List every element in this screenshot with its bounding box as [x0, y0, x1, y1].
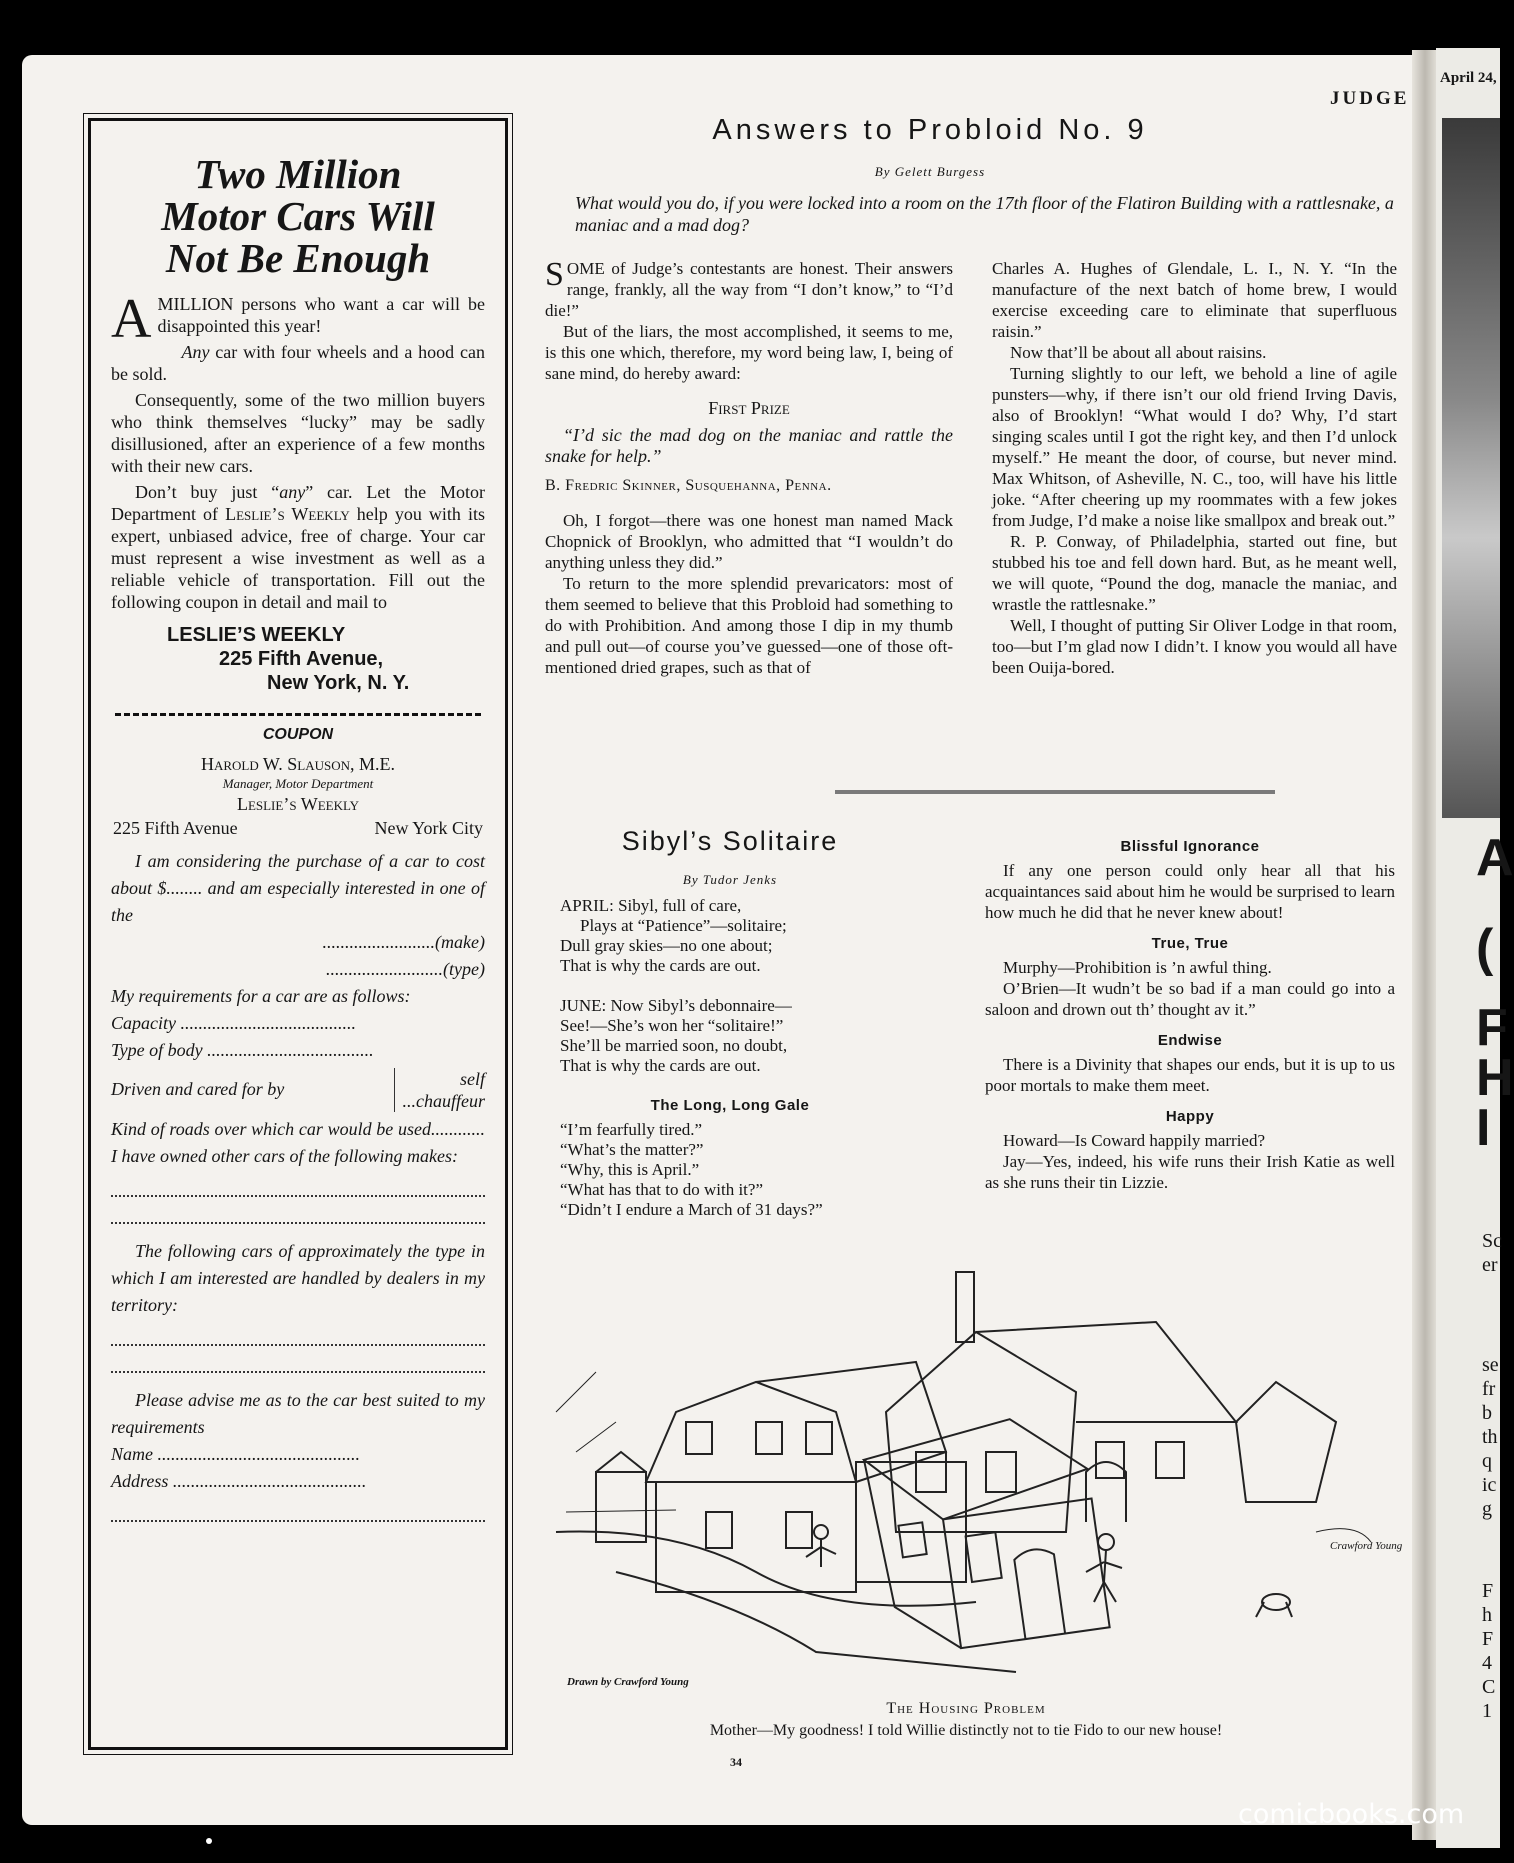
- ad-text-italic: any: [279, 482, 306, 502]
- joke-heading: Endwise: [1157, 1032, 1223, 1049]
- form-capacity-field[interactable]: Capacity .......................................: [111, 1013, 356, 1033]
- article-paragraph: Now that’ll be about all about raisins.: [1010, 343, 1267, 362]
- adjacent-page-photo: [1442, 118, 1500, 818]
- form-advise-line: Please advise me as to the car best suited to my requirements: [111, 1390, 485, 1437]
- form-purchase-line[interactable]: I am considering the purchase of a car to cost about $........ and am especially interested in one of the: [111, 851, 485, 925]
- name-label: Name: [111, 1444, 153, 1464]
- scan-dot: [206, 1838, 212, 1844]
- dialogue-line: “I’m fearfully tired.”: [560, 1120, 703, 1139]
- blank-line[interactable]: [111, 1319, 485, 1346]
- form-requirements-label: My requirements for a car are as follows:: [111, 986, 411, 1006]
- adjacent-fragment: b: [1482, 1402, 1492, 1424]
- source-watermark: comicbooks.com: [1238, 1799, 1465, 1830]
- article-column-2: [992, 258, 1397, 678]
- joke-heading: Blissful Ignorance: [1120, 838, 1260, 855]
- address-line: LESLIE’S WEEKLY: [167, 624, 346, 646]
- coupon-manager-name: Harold W. Slauson, M.E.: [200, 754, 396, 774]
- poem-line: She’ll be married soon, no doubt,: [560, 1036, 788, 1055]
- joke-heading: True, True: [1151, 935, 1229, 952]
- adjacent-fragment: h: [1482, 1604, 1492, 1626]
- address-line: 225 Fifth Avenue,: [219, 648, 384, 670]
- adjacent-fragment: ic: [1482, 1474, 1497, 1496]
- address-line: New York, N. Y.: [267, 672, 410, 694]
- jokes-column: [985, 836, 1395, 1193]
- coupon: [111, 726, 485, 1522]
- artist-credit: Drawn by Crawford Young: [567, 1676, 689, 1688]
- poem-title: Sibyl’s Solitaire: [621, 826, 839, 856]
- adjacent-fragment: A: [1476, 829, 1514, 887]
- poem-line: See!—She’s won her “solitaire!”: [560, 1016, 784, 1035]
- page-gutter: [1412, 50, 1438, 1840]
- caption-text: Mother—My goodness! I told Willie distinctly not to tie Fido to our new house!: [709, 1722, 1223, 1739]
- ad-paragraph: [111, 481, 485, 613]
- dialogue-line: “Why, this is April.”: [560, 1160, 700, 1179]
- joke-heading: Happy: [1165, 1108, 1215, 1125]
- form-driven-field[interactable]: [111, 1068, 485, 1112]
- blank-line[interactable]: [111, 1170, 485, 1197]
- form-address-field[interactable]: Address ...........................................: [111, 1471, 367, 1491]
- ad-headline-line: Two Million: [194, 151, 402, 197]
- form-body-field[interactable]: Type of body .....................................: [111, 1040, 374, 1060]
- dialogue-line: “Didn’t I endure a March of 31 days?”: [560, 1200, 823, 1219]
- article-byline: By Gelett Burgess: [874, 164, 986, 179]
- joke-text: There is a Divinity that shapes our ends, but it is up to us poor mortals to make them meet.: [985, 1055, 1395, 1095]
- adjacent-fragment: C: [1482, 1676, 1496, 1698]
- poem-line: Dull gray skies—no one about;: [560, 936, 773, 955]
- prize-heading: First Prize: [708, 398, 790, 418]
- capacity-label: Capacity: [111, 1013, 176, 1033]
- address-label: Address: [111, 1471, 169, 1491]
- adjacent-fragment: q: [1482, 1450, 1492, 1472]
- poem-stanza: [560, 996, 900, 1076]
- poem-stanza: [560, 896, 900, 976]
- coupon-manager-role: Manager, Motor Department: [222, 776, 374, 791]
- poem-line: Plays at “Patience”—solitaire;: [580, 916, 787, 935]
- artist-signature: Crawford Young: [1330, 1540, 1403, 1552]
- cartoon-title: The Housing Problem: [886, 1700, 1046, 1717]
- joke-line: Howard—Is Coward happily married?: [1003, 1131, 1266, 1150]
- form-name-field[interactable]: Name .............................................: [111, 1444, 360, 1464]
- article-paragraph: Charles A. Hughes of Glendale, L. I., N. Y. “In the manufacture of the next batch of home brew, I would exercise exceeding care to eliminate that superfluous raisin.”: [992, 259, 1397, 341]
- running-head: JUDGE: [1330, 88, 1410, 109]
- driven-label: Driven and cared for by: [111, 1079, 285, 1099]
- section-divider: [835, 790, 1275, 794]
- article-paragraph: To return to the more splendid prevaricators: most of them seemed to believe that this Probloid had something to do with Prohibition. And among those I dip in my thumb and pull out—of course you’ve guessed—one of those oft-mentioned dried grapes, such as that of: [545, 574, 953, 677]
- adjacent-fragment: I: [1476, 1099, 1491, 1157]
- paragraph-text: OME of Judge’s contestants are honest. Their answers range, frankly, all the way from “I don’t know,” to “I’d die!”: [545, 259, 953, 320]
- joke-heading: The Long, Long Gale: [650, 1097, 810, 1114]
- ad-text: help you with its expert, unbiased advice, free of charge. Your car must represent a wise investment as well as a reliable vehicle of transportation. Fill out the following coupon in detail and mail to: [111, 504, 485, 612]
- prize-winner: B. Fredric Skinner, Susquehanna, Penna.: [545, 477, 832, 494]
- adjacent-fragment: 4: [1482, 1652, 1492, 1674]
- article-paragraph: R. P. Conway, of Philadelphia, started out fine, but stubbed his toe and fell down hard. But, as he meant well, we will quote, “Pound the dog, manacle the maniac, and wrastle the rattlesnake.”: [992, 532, 1397, 614]
- ad-paragraph: [111, 288, 485, 350]
- adjacent-fragment: se: [1482, 1354, 1499, 1376]
- prize-answer: “I’d sic the mad dog on the maniac and rattle the snake for help.”: [545, 425, 953, 466]
- probloid-question: What would you do, if you were locked into a room on the 17th floor of the Flatiron Building with a rattlesnake, a maniac and a mad dog?: [575, 193, 1394, 235]
- coupon-cut-line: [115, 713, 481, 716]
- adjacent-fragment: 1: [1482, 1700, 1492, 1722]
- joke-line: Murphy—Prohibition is ’n awful thing.: [1003, 958, 1272, 977]
- coupon-publication: Leslie’s Weekly: [236, 794, 360, 814]
- adjacent-fragment: (: [1476, 919, 1494, 977]
- poem-line: JUNE: Now Sibyl’s debonnaire—: [560, 996, 792, 1015]
- article-paragraph: But of the liars, the most accomplished, it seems to me, is this one which, therefore, my word being law, I, being of sane mind, do hereby award:: [545, 322, 953, 383]
- adjacent-fragment: F: [1482, 1580, 1494, 1602]
- ad-text: Don’t buy just “: [135, 482, 280, 502]
- adjacent-fragment: F: [1482, 1628, 1494, 1650]
- adjacent-fragment: fr: [1482, 1378, 1496, 1400]
- adjacent-page-header: April 24,: [1440, 70, 1497, 86]
- ad-text-smallcaps: Leslie’s Weekly: [225, 504, 350, 524]
- article-paragraph: Oh, I forgot—there was one honest man named Mack Chopnick of Brooklyn, who admitted that “I wouldn’t do anything unless they did.”: [545, 511, 953, 572]
- coupon-heading: COUPON: [262, 726, 334, 743]
- ad-headline: [111, 153, 485, 279]
- dialogue-line: “What has that to do with it?”: [560, 1180, 763, 1199]
- option-self[interactable]: self: [460, 1069, 485, 1089]
- option-chauffeur[interactable]: ...chauffeur: [402, 1091, 485, 1111]
- form-roads-field[interactable]: Kind of roads over which car would be used............ I have owned other cars of the following makes:: [111, 1119, 485, 1166]
- ad-headline-line: Motor Cars Will: [161, 193, 435, 239]
- form-dealers-field: The following cars of approximately the type in which I am interested are handled by dealers in my territory:: [111, 1241, 485, 1315]
- adjacent-page-fragment: [1436, 48, 1514, 1848]
- blank-line[interactable]: [111, 1197, 485, 1224]
- poem-line: That is why the cards are out.: [560, 956, 761, 975]
- joke-line: Jay—Yes, indeed, his wife runs their Irish Katie as well as she runs their tin Lizzie.: [985, 1152, 1395, 1192]
- blank-line[interactable]: [111, 1346, 485, 1373]
- ad-paragraph: Consequently, some of the two million buyers who think themselves “lucky” may be sadly disillusioned, after an experience of a few months with their new cars.: [111, 390, 485, 476]
- coupon-city: New York City: [374, 818, 483, 838]
- form-type-field[interactable]: ..........................(type): [326, 959, 485, 979]
- dialogue-line: “What’s the matter?”: [560, 1140, 704, 1159]
- ad-headline-line: Not Be Enough: [165, 235, 431, 281]
- coupon-street: 225 Fifth Avenue: [113, 818, 238, 838]
- adjacent-fragment: H: [1476, 1049, 1514, 1107]
- form-make-field[interactable]: .........................(make): [322, 932, 485, 952]
- adjacent-fragment: th: [1482, 1426, 1498, 1448]
- housing-problem-cartoon: [556, 1272, 1376, 1702]
- article-title: Answers to Probloid No. 9: [712, 114, 1148, 146]
- adjacent-fragment: er: [1482, 1254, 1498, 1276]
- article-column-1: [545, 258, 953, 678]
- drop-cap: S: [545, 256, 564, 293]
- ad-paragraph: [111, 341, 485, 385]
- coupon-address: [111, 816, 485, 840]
- poem-line: APRIL: Sibyl, full of care,: [560, 896, 742, 915]
- driver-options: [394, 1068, 486, 1112]
- leslies-weekly-advertisement: [88, 118, 508, 1750]
- ad-text: car with four wheels and a hood can be sold.: [111, 342, 485, 384]
- article-paragraph: Turning slightly to our left, we behold a line of agile punsters—why, if there isn’t our old friend Irving Davis, also of Brooklyn! “What would I do? Why, I’d start singing scales until I got the right key, and then I’d unlock myself.” He meant the door, of course, but never mind. Max Whitson, of Asheville, N. C., too, will have his little joke. “After cheering up my roommates with a few jokes from Judge, I’d make a noise like smallpox and break out.”: [992, 364, 1397, 530]
- joke-line: O’Brien—It wudn’t be so bad if a man could go into a saloon and drown out th’ thought av it.”: [985, 979, 1395, 1019]
- ad-text: MILLION persons who want a car will be disappointed this year!: [157, 294, 485, 336]
- cartoon-caption: [556, 1722, 1376, 1740]
- ad-text-italic: Any: [181, 342, 210, 362]
- body-type-label: Type of body: [111, 1040, 203, 1060]
- poem-body: [560, 896, 900, 1220]
- coupon-form: [111, 848, 485, 1522]
- page-number: 34: [730, 1755, 742, 1769]
- article-paragraph: Well, I thought of putting Sir Oliver Lodge in that room, too—but I’m glad now I didn’t. I know you would all have been Ouija-bored.: [992, 616, 1397, 677]
- drop-cap: A: [111, 288, 152, 350]
- ad-mailing-address: [111, 623, 485, 695]
- adjacent-fragment: g: [1482, 1498, 1492, 1520]
- joke-text: If any one person could only hear all that his acquaintances said about him he would be surprised to learn how much he did that he never knew about!: [985, 861, 1395, 922]
- ad-text: ” car. Let the Motor Department of: [111, 482, 485, 524]
- blank-line[interactable]: [111, 1495, 485, 1522]
- poem-byline: By Tudor Jenks: [682, 872, 778, 887]
- adjacent-fragment: F: [1476, 999, 1508, 1057]
- adjacent-fragment: Sc: [1482, 1230, 1502, 1252]
- article-paragraph: [545, 258, 953, 321]
- poem-line: That is why the cards are out.: [560, 1056, 761, 1075]
